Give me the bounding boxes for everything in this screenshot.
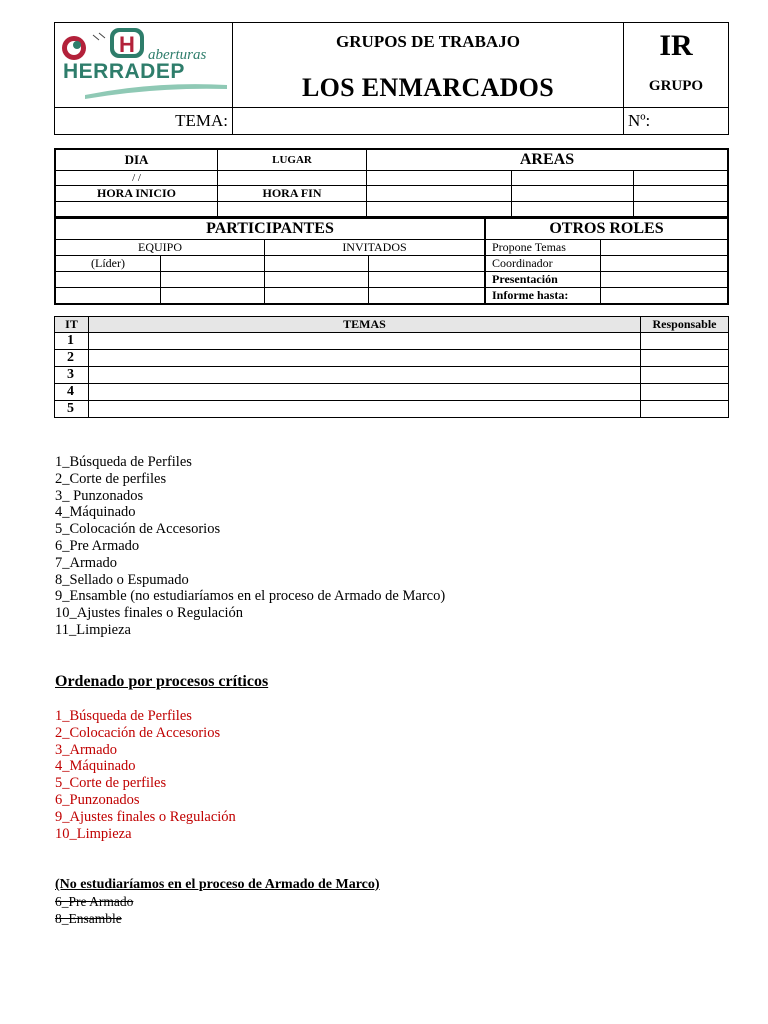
list-item: 10_Ajustes finales o Regulación xyxy=(55,605,244,622)
invitado-field-6[interactable] xyxy=(369,288,486,305)
logo-cell xyxy=(55,23,233,108)
invitado-field-1[interactable] xyxy=(265,256,369,272)
list-item: 6_Pre Armado xyxy=(55,894,134,909)
row-number: 2 xyxy=(55,350,89,367)
list-item: 4_Máquinado xyxy=(55,504,136,521)
equipo-field-2[interactable] xyxy=(55,272,161,288)
meeting-section xyxy=(54,148,729,305)
list-item: 8_Ensamble xyxy=(55,911,122,926)
role-informe: Informe hasta: xyxy=(485,288,601,305)
responsable-cell[interactable] xyxy=(641,350,729,367)
invitado-field-3[interactable] xyxy=(265,272,369,288)
code-cell xyxy=(624,23,729,108)
list-item: 7_Armado xyxy=(55,554,118,571)
list-item: 2_Colocación de Accesorios xyxy=(55,724,221,741)
invitados-label: INVITADOS xyxy=(265,240,486,256)
excluded-list xyxy=(55,893,133,927)
nro-field[interactable]: Nº: xyxy=(624,108,729,135)
col-it: IT xyxy=(55,317,89,333)
table-row xyxy=(55,333,729,350)
svg-text:H: H xyxy=(119,32,135,57)
area-field-6[interactable] xyxy=(634,186,729,202)
list-item: 3_Armado xyxy=(55,741,118,758)
list-item: 6_Pre Armado xyxy=(55,537,140,554)
role-propone: Propone Temas xyxy=(485,240,601,256)
table-row xyxy=(55,367,729,384)
lider-label: (Líder) xyxy=(55,256,161,272)
table-row xyxy=(55,384,729,401)
area-field-1[interactable] xyxy=(367,171,512,186)
area-field-2[interactable] xyxy=(512,171,634,186)
area-field-8[interactable] xyxy=(512,202,634,218)
col-responsable: Responsable xyxy=(641,317,729,333)
table-row xyxy=(55,350,729,367)
responsable-cell[interactable] xyxy=(641,384,729,401)
equipo-field-3[interactable] xyxy=(161,272,265,288)
excluded-heading: (No estudiaríamos en el proceso de Armado de Marco) xyxy=(55,877,380,892)
role-informe-field[interactable] xyxy=(601,288,729,305)
lugar-field[interactable] xyxy=(218,171,367,186)
area-field-5[interactable] xyxy=(512,186,634,202)
area-field-9[interactable] xyxy=(634,202,729,218)
header-table xyxy=(54,22,729,135)
logo-name-text: HERRADEP xyxy=(63,60,185,83)
code-label: IR xyxy=(659,29,693,62)
tema-cell[interactable] xyxy=(89,350,641,367)
equipo-field-1[interactable] xyxy=(161,256,265,272)
dia-label: DIA xyxy=(55,149,218,171)
list-item: 6_Punzonados xyxy=(55,791,140,808)
row-number: 4 xyxy=(55,384,89,401)
list-item: 9_Ensamble (no estudiaríamos en el proceso de Armado de Marco) xyxy=(55,588,446,605)
participants-title: PARTICIPANTES xyxy=(55,219,485,240)
tema-cell[interactable] xyxy=(89,367,641,384)
list-item: 1_Búsqueda de Perfiles xyxy=(55,454,192,470)
hora-fin-field[interactable] xyxy=(218,202,367,218)
role-presentacion: Presentación xyxy=(485,272,601,288)
participants-table xyxy=(54,218,729,305)
date-field[interactable]: / / xyxy=(55,171,218,186)
equipo-field-4[interactable] xyxy=(55,288,161,305)
invitado-field-4[interactable] xyxy=(369,272,486,288)
list-item: 5_Colocación de Accesorios xyxy=(55,521,221,538)
process-list xyxy=(55,454,445,639)
lugar-label: LUGAR xyxy=(218,149,367,171)
list-item: 11_Limpieza xyxy=(55,621,131,638)
area-field-4[interactable] xyxy=(367,186,512,202)
area-field-3[interactable] xyxy=(634,171,729,186)
list-item: 1_Búsqueda de Perfiles xyxy=(55,708,192,724)
responsable-cell[interactable] xyxy=(641,333,729,350)
grupo-label: GRUPO xyxy=(648,78,704,94)
tema-cell[interactable] xyxy=(89,333,641,350)
title-cell xyxy=(233,23,624,108)
responsable-cell[interactable] xyxy=(641,401,729,418)
hora-inicio-field[interactable] xyxy=(55,202,218,218)
list-item: 2_Corte de perfiles xyxy=(55,470,167,487)
row-number: 5 xyxy=(55,401,89,418)
main-title: LOS ENMARCADOS xyxy=(302,73,554,102)
role-coordinador: Coordinador xyxy=(485,256,601,272)
col-temas: TEMAS xyxy=(89,317,641,333)
list-item: 9_Ajustes finales o Regulación xyxy=(55,808,236,825)
tema-label: TEMA: xyxy=(55,108,233,135)
invitado-field-5[interactable] xyxy=(265,288,369,305)
list-item: 8_Sellado o Espumado xyxy=(55,571,189,588)
critical-list xyxy=(55,708,236,842)
temas-table xyxy=(54,316,729,418)
tema-cell[interactable] xyxy=(89,401,641,418)
group-title: GRUPOS DE TRABAJO xyxy=(336,32,520,51)
herradep-logo xyxy=(55,23,232,102)
role-coordinador-field[interactable] xyxy=(601,256,729,272)
logo-sub-text: aberturas xyxy=(148,47,207,63)
list-item: 10_Limpieza xyxy=(55,825,132,842)
list-item: 4_Máquinado xyxy=(55,758,136,775)
role-presentacion-field[interactable] xyxy=(601,272,729,288)
hora-inicio-label: HORA INICIO xyxy=(55,186,218,202)
meeting-table xyxy=(54,148,729,218)
tema-field[interactable] xyxy=(233,108,624,135)
areas-label: AREAS xyxy=(367,149,729,171)
responsable-cell[interactable] xyxy=(641,367,729,384)
table-row xyxy=(55,401,729,418)
equipo-label: EQUIPO xyxy=(55,240,265,256)
row-number: 3 xyxy=(55,367,89,384)
equipo-field-5[interactable] xyxy=(161,288,265,305)
list-item: 3_ Punzonados xyxy=(55,487,144,504)
tema-cell[interactable] xyxy=(89,384,641,401)
critical-heading: Ordenado por procesos críticos xyxy=(55,673,269,690)
invitado-field-2[interactable] xyxy=(369,256,486,272)
roles-title: OTROS ROLES xyxy=(485,219,728,240)
row-number: 1 xyxy=(55,333,89,350)
area-field-7[interactable] xyxy=(367,202,512,218)
list-item: 5_Corte de perfiles xyxy=(55,775,167,792)
hora-fin-label: HORA FIN xyxy=(218,186,367,202)
role-propone-field[interactable] xyxy=(601,240,729,256)
